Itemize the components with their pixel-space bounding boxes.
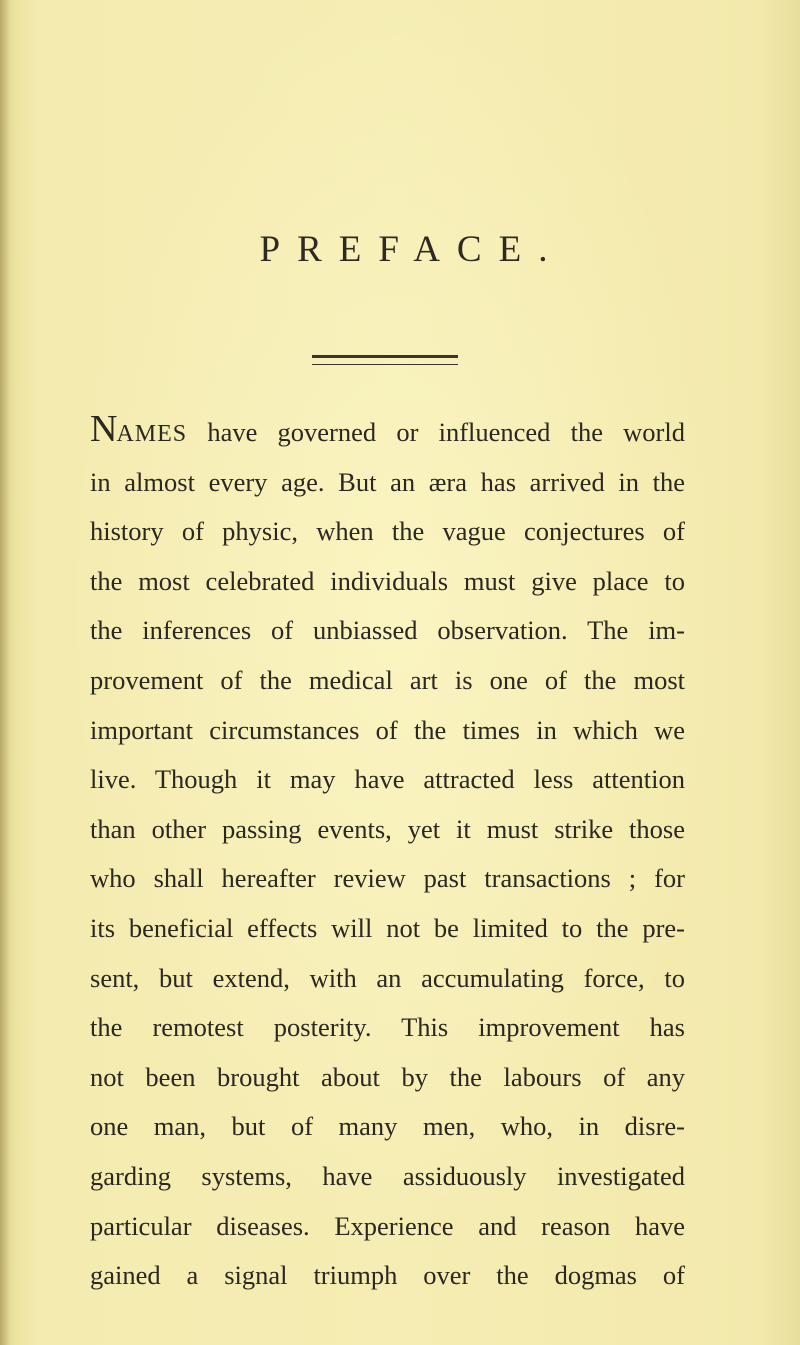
text-line-9: than other passing events, yet it must strike those	[90, 813, 685, 844]
text-line-10: who shall hereafter review past transactions ; for	[90, 863, 685, 894]
ornamental-rule-thick	[312, 355, 458, 358]
text-line-1-rest: have governed or influenced the world	[187, 417, 685, 447]
text-line-16: garding systems, have assiduously investigated	[90, 1160, 685, 1191]
opening-initial: N	[90, 408, 117, 450]
text-line-11: its beneficial effects will not be limited to the pre-	[90, 912, 685, 943]
text-line-4: the most celebrated individuals must give place to	[90, 565, 685, 596]
text-line-6: provement of the medical art is one of the most	[90, 664, 685, 695]
opening-small-caps: AMES	[116, 421, 188, 447]
text-line-15: one man, but of many men, who, in disre-	[90, 1111, 685, 1142]
text-line-1	[90, 408, 685, 458]
page-gutter-shadow	[0, 0, 10, 1345]
text-line-3: history of physic, when the vague conjectures of	[90, 516, 685, 547]
text-line-14: not been brought about by the labours of any	[90, 1061, 685, 1092]
text-line-13: the remotest posterity. This improvement has	[90, 1012, 685, 1043]
text-line-18: gained a signal triumph over the dogmas of	[90, 1260, 685, 1291]
preface-heading: PREFACE.	[259, 229, 565, 270]
text-line-7: important circumstances of the times in which we	[90, 714, 685, 745]
preface-body-text	[90, 408, 685, 1301]
text-line-2: in almost every age. But an æra has arrived in the	[90, 466, 685, 497]
text-line-12: sent, but extend, with an accumulating force, to	[90, 962, 685, 993]
text-line-17: particular diseases. Experience and reason have	[90, 1210, 685, 1241]
text-line-5: the inferences of unbiassed observation. The im-	[90, 615, 685, 646]
ornamental-rule-thin	[312, 364, 458, 365]
text-line-8: live. Though it may have attracted less attention	[90, 764, 685, 795]
